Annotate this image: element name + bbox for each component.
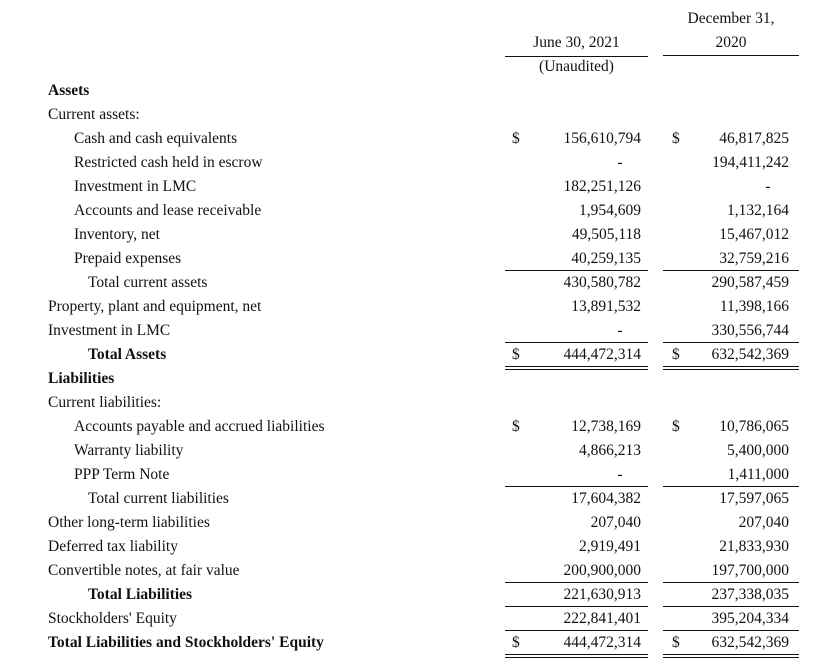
table-row <box>0 367 826 391</box>
column-header-december-2020 <box>663 7 799 55</box>
value-june-2021: 222,841,401 <box>563 610 641 627</box>
currency-symbol: $ <box>672 130 680 147</box>
row-label: Investment in LMC <box>48 322 171 339</box>
value-december-2020: 290,587,459 <box>711 274 789 291</box>
value-june-2021: - <box>617 322 623 339</box>
value-june-2021: 444,472,314 <box>563 634 641 651</box>
row-label: Convertible notes, at fair value <box>48 562 240 579</box>
table-row <box>0 79 826 103</box>
column-header-underline <box>663 55 799 56</box>
value-december-2020: 11,398,166 <box>719 298 789 315</box>
table-row <box>0 463 826 487</box>
value-december-2020: 1,132,164 <box>727 202 789 219</box>
row-label: Total current assets <box>88 274 208 291</box>
currency-symbol: $ <box>512 346 520 363</box>
table-row <box>0 127 826 151</box>
table-row <box>0 223 826 247</box>
value-june-2021: 200,900,000 <box>563 562 641 579</box>
table-row <box>0 103 826 127</box>
value-june-2021: - <box>617 466 623 483</box>
value-december-2020: 632,542,369 <box>711 634 789 651</box>
table-row <box>0 535 826 559</box>
column-header-underline <box>505 56 648 57</box>
row-label: Property, plant and equipment, net <box>48 298 262 315</box>
currency-symbol: $ <box>672 418 680 435</box>
currency-symbol: $ <box>512 634 520 651</box>
currency-symbol: $ <box>672 346 680 363</box>
table-row <box>0 247 826 271</box>
table-row <box>0 151 826 175</box>
value-december-2020: 5,400,000 <box>727 442 789 459</box>
table-row <box>0 559 826 583</box>
value-december-2020: 237,338,035 <box>711 586 789 603</box>
row-label: Current assets: <box>48 106 140 123</box>
table-row <box>0 391 826 415</box>
value-june-2021: 17,604,382 <box>571 490 641 507</box>
row-label: Cash and cash equivalents <box>74 130 238 147</box>
table-row <box>0 199 826 223</box>
table-row <box>0 343 826 367</box>
table-row <box>0 583 826 607</box>
value-december-2020: 197,700,000 <box>711 562 789 579</box>
row-label: Accounts payable and accrued liabilities <box>74 418 325 435</box>
currency-symbol: $ <box>512 418 520 435</box>
row-label: Liabilities <box>48 370 115 387</box>
value-june-2021: - <box>617 154 623 171</box>
value-december-2020: 395,204,334 <box>711 610 789 627</box>
row-label: Prepaid expenses <box>74 250 182 267</box>
value-june-2021: 40,259,135 <box>571 250 641 267</box>
row-label: Accounts and lease receivable <box>74 202 262 219</box>
row-label: Total current liabilities <box>88 490 229 507</box>
value-december-2020: 632,542,369 <box>711 346 789 363</box>
double-underline <box>0 657 826 658</box>
currency-symbol: $ <box>672 634 680 651</box>
value-june-2021: 444,472,314 <box>563 346 641 363</box>
value-december-2020: 15,467,012 <box>719 226 789 243</box>
table-row <box>0 487 826 511</box>
row-label: Stockholders' Equity <box>48 610 177 627</box>
value-june-2021: 4,866,213 <box>579 442 641 459</box>
value-june-2021: 12,738,169 <box>571 418 641 435</box>
column-header-line1: December 31, <box>687 10 775 27</box>
value-december-2020: 32,759,216 <box>719 250 789 267</box>
column-header-line2: (Unaudited) <box>539 58 614 75</box>
table-row <box>0 319 826 343</box>
value-december-2020: - <box>765 178 771 195</box>
double-underline <box>0 654 826 655</box>
table-row <box>0 439 826 463</box>
underline-december-2020 <box>663 657 799 658</box>
row-label: Current liabilities: <box>48 394 162 411</box>
value-june-2021: 49,505,118 <box>571 226 641 243</box>
value-june-2021: 430,580,782 <box>563 274 641 291</box>
row-label: Total Liabilities <box>88 586 193 603</box>
row-label: Total Liabilities and Stockholders' Equity <box>48 634 324 651</box>
table-row <box>0 271 826 295</box>
value-june-2021: 207,040 <box>590 514 641 531</box>
currency-symbol: $ <box>512 130 520 147</box>
value-december-2020: 46,817,825 <box>719 130 789 147</box>
value-june-2021: 2,919,491 <box>579 538 641 555</box>
value-june-2021: 156,610,794 <box>563 130 641 147</box>
underline-june-2021 <box>505 654 648 655</box>
table-row <box>0 295 826 319</box>
row-label: Other long-term liabilities <box>48 514 210 531</box>
value-june-2021: 182,251,126 <box>563 178 641 195</box>
underline-june-2021 <box>505 657 648 658</box>
underline-december-2020 <box>663 654 799 655</box>
value-december-2020: 21,833,930 <box>719 538 789 555</box>
value-june-2021: 1,954,609 <box>579 202 641 219</box>
value-june-2021: 221,630,913 <box>563 586 641 603</box>
table-row <box>0 175 826 199</box>
row-label: Warranty liability <box>74 442 184 459</box>
table-row <box>0 631 826 655</box>
value-december-2020: 207,040 <box>738 514 789 531</box>
value-december-2020: 330,556,744 <box>711 322 789 339</box>
value-june-2021: 13,891,532 <box>571 298 641 315</box>
row-label: Restricted cash held in escrow <box>74 154 263 171</box>
row-label: PPP Term Note <box>74 466 170 483</box>
row-label: Assets <box>48 82 90 99</box>
value-december-2020: 1,411,000 <box>727 466 789 483</box>
column-header-june-2021 <box>505 31 648 79</box>
row-label: Inventory, net <box>74 226 160 243</box>
table-row <box>0 511 826 535</box>
value-december-2020: 17,597,065 <box>719 490 789 507</box>
value-december-2020: 10,786,065 <box>719 418 789 435</box>
row-label: Investment in LMC <box>74 178 197 195</box>
column-header-line2: 2020 <box>715 34 747 51</box>
value-december-2020: 194,411,242 <box>712 154 789 171</box>
row-label: Total Assets <box>88 346 167 363</box>
column-header-line1: June 30, 2021 <box>533 34 620 51</box>
table-row <box>0 607 826 631</box>
table-row <box>0 415 826 439</box>
row-label: Deferred tax liability <box>48 538 178 555</box>
